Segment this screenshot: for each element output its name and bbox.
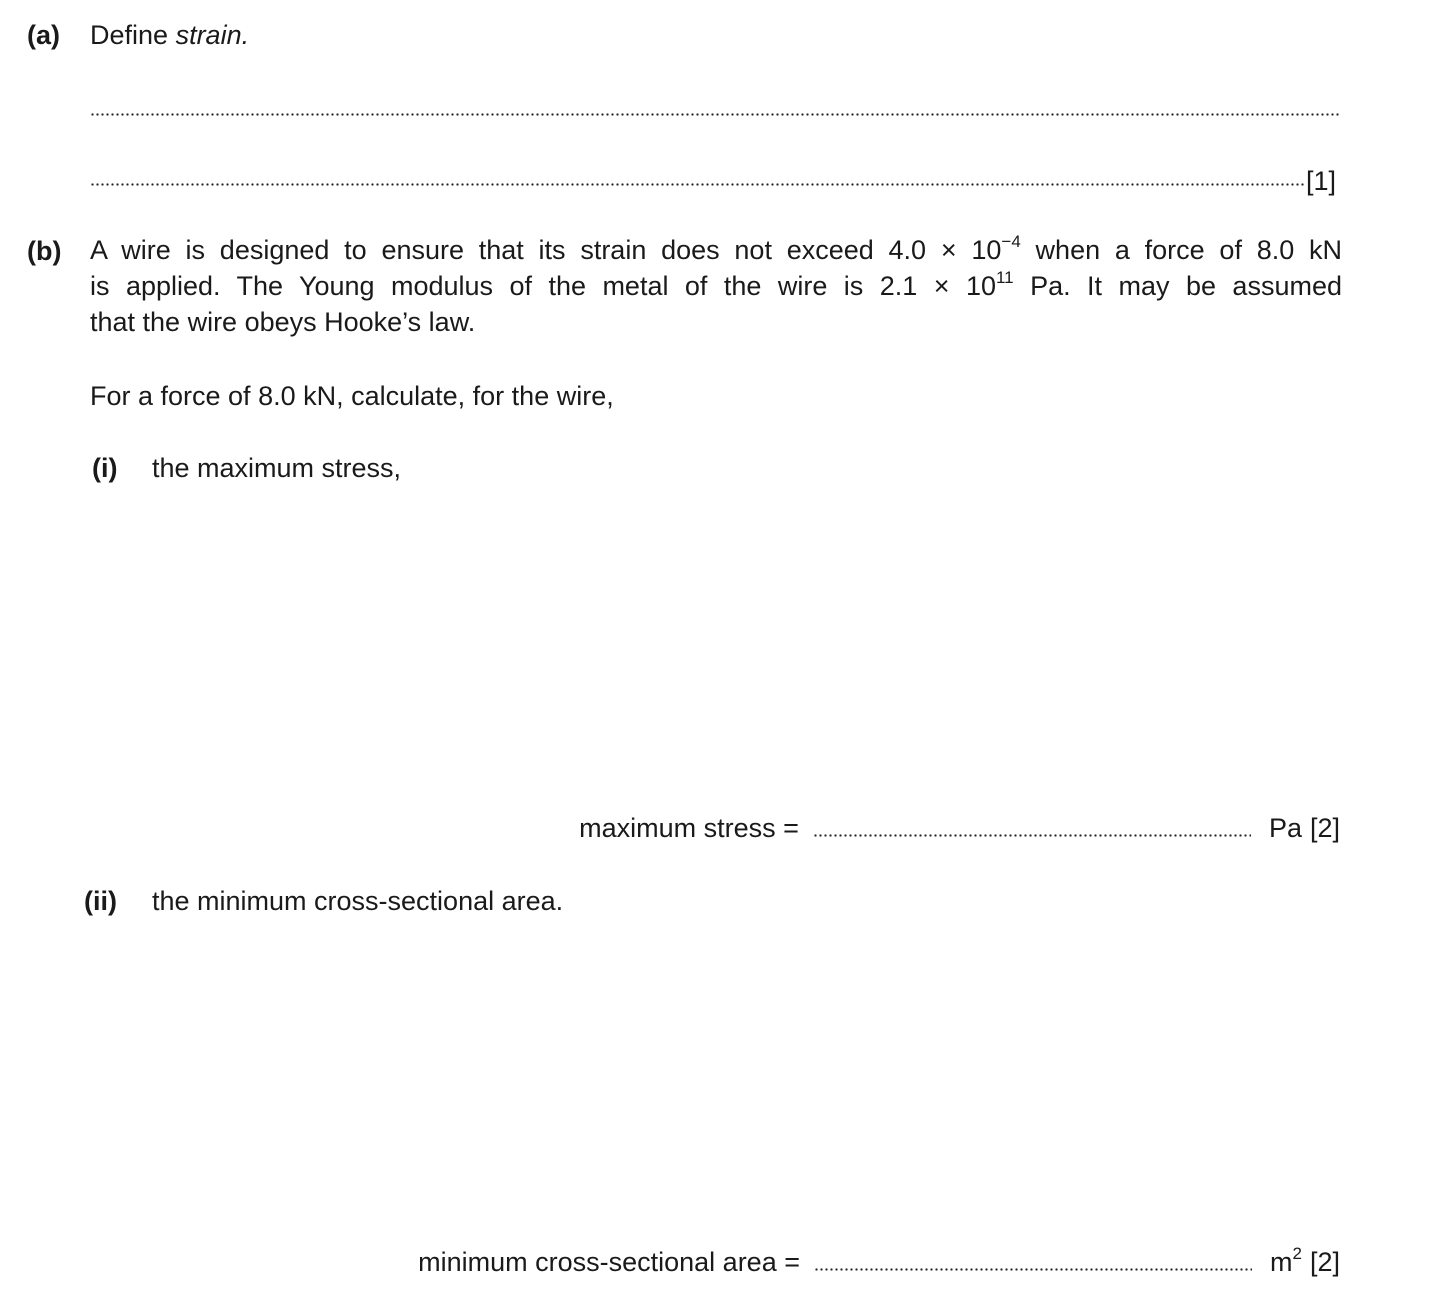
part-a-label: (a) (27, 20, 60, 50)
part-b-stem-line-3: that the wire obeys Hooke’s law. (90, 307, 476, 337)
sub-ii-text: the minimum cross-sectional area. (152, 886, 564, 916)
part-b-stem-line-2: is applied. The Young modulus of the metal of the wire is $2.1 \times 10^{11}$ Pa. It may be assumed (90, 268, 1342, 301)
sub-ii-label: (ii) (84, 886, 117, 916)
sub-i-unit: Pa (1268, 813, 1302, 843)
part-a-prompt-prefix: Define (90, 20, 169, 50)
answer-line-a1[interactable] (90, 113, 1340, 116)
sub-ii-answer-label: minimum cross-sectional area = (418, 1247, 800, 1277)
part-b-instruction: For a force of 8.0 kN, calculate, for the wire, (90, 381, 614, 411)
part-a-prompt (90, 20, 249, 51)
part-b-stem (90, 232, 1342, 340)
part-a-marks: [1] (1306, 166, 1337, 196)
sub-i-answer-row (579, 813, 1340, 844)
sub-i-marks: [2] (1309, 813, 1340, 843)
sub-i-answer-line[interactable] (813, 834, 1251, 837)
sub-i-answer-label: maximum stress = (579, 813, 799, 843)
sub-ii-unit: $m^2$ (1270, 1244, 1302, 1277)
sub-ii-answer-line[interactable] (814, 1268, 1252, 1271)
part-b-label: (b) (27, 236, 62, 266)
part-b-stem-line-1: A wire is designed to ensure that its strain does not exceed $4.0 \times 10^{-4}$ when a force of 8.0 kN (90, 232, 1343, 265)
sub-ii-answer-row (418, 1244, 1340, 1278)
part-a-prompt-term: strain. (175, 20, 250, 50)
sub-i-text: the maximum stress, (152, 453, 402, 483)
sub-ii-marks: [2] (1309, 1247, 1340, 1277)
answer-line-a2[interactable] (90, 183, 1304, 186)
sub-i-label: (i) (92, 453, 118, 483)
